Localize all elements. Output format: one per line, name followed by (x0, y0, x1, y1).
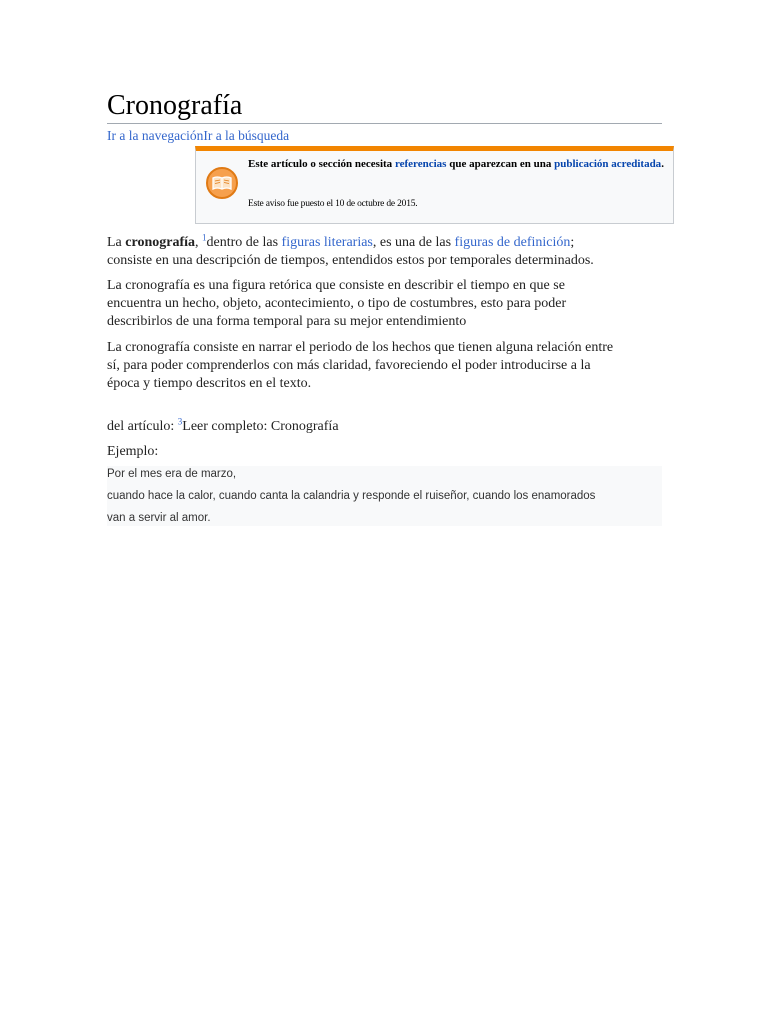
paragraph-line: La cronografía consiste en narrar el periodo de los hechos que tienen alguna relación entre (107, 340, 614, 355)
paragraph-line: encuentra un hecho, objeto, acontecimiento, o tipo de costumbres, esto para poder (107, 296, 567, 311)
bold-term: cronografía (125, 235, 195, 250)
reference-1-link[interactable]: 1 (202, 232, 207, 243)
notice-text (248, 157, 668, 172)
notice-text-part: . (661, 158, 664, 170)
text: ; (570, 235, 575, 250)
paragraph-source (107, 418, 662, 436)
notice-box (195, 146, 674, 224)
paragraph-intro (107, 234, 662, 270)
reference-3-link[interactable]: 3 (177, 416, 183, 427)
references-link[interactable]: referencias (394, 158, 447, 170)
poem-line: Por el mes era de marzo, (107, 468, 237, 480)
paragraph-line: consiste en una descripción de tiempos, entendidos estos por temporales determinados. (107, 253, 594, 268)
poem-line: van a servir al amor. (107, 512, 211, 524)
book-icon (206, 167, 238, 199)
paragraph-line: sí, para poder comprenderlos con más claridad, favoreciendo el poder introducirse a la (107, 358, 591, 373)
text: dentro de las (206, 235, 282, 250)
paragraph-narration (107, 339, 662, 393)
paragraph-line: época y tiempo descritos en el texto. (107, 376, 312, 391)
text: , (195, 235, 202, 250)
text: Leer completo: Cronografía (182, 419, 339, 434)
notice-date: Este aviso fue puesto el 10 de octubre de 2015. (248, 199, 418, 209)
text: del artículo: (107, 419, 178, 434)
text: , es una de las (372, 235, 455, 250)
notice-text-part: Este artículo o sección necesita (248, 158, 395, 170)
example-poem (107, 466, 662, 526)
paragraph-line: La cronografía es una figura retórica que consiste en describir el tiempo en que se (107, 278, 565, 293)
figuras-literarias-link[interactable]: figuras literarias (281, 235, 373, 250)
text: La (107, 235, 126, 250)
jump-to-search-link[interactable]: Ir a la búsqueda (203, 128, 290, 143)
paragraph-definition (107, 277, 662, 331)
jump-links (107, 128, 289, 144)
poem-line: cuando hace la calor, cuando canta la calandria y responde el ruiseñor, cuando los enamorados (107, 490, 596, 502)
example-label: Ejemplo: (107, 444, 159, 459)
accredited-publication-link[interactable]: publicación acreditada (554, 158, 662, 170)
notice-text-part: que aparezcan en una (446, 158, 555, 170)
page-title: Cronografía (107, 88, 662, 124)
figuras-de-definicion-link[interactable]: figuras de definición (454, 235, 571, 250)
jump-to-navigation-link[interactable]: Ir a la navegación (107, 128, 204, 143)
paragraph-line: describirlos de una forma temporal para su mejor entendimiento (107, 314, 467, 329)
